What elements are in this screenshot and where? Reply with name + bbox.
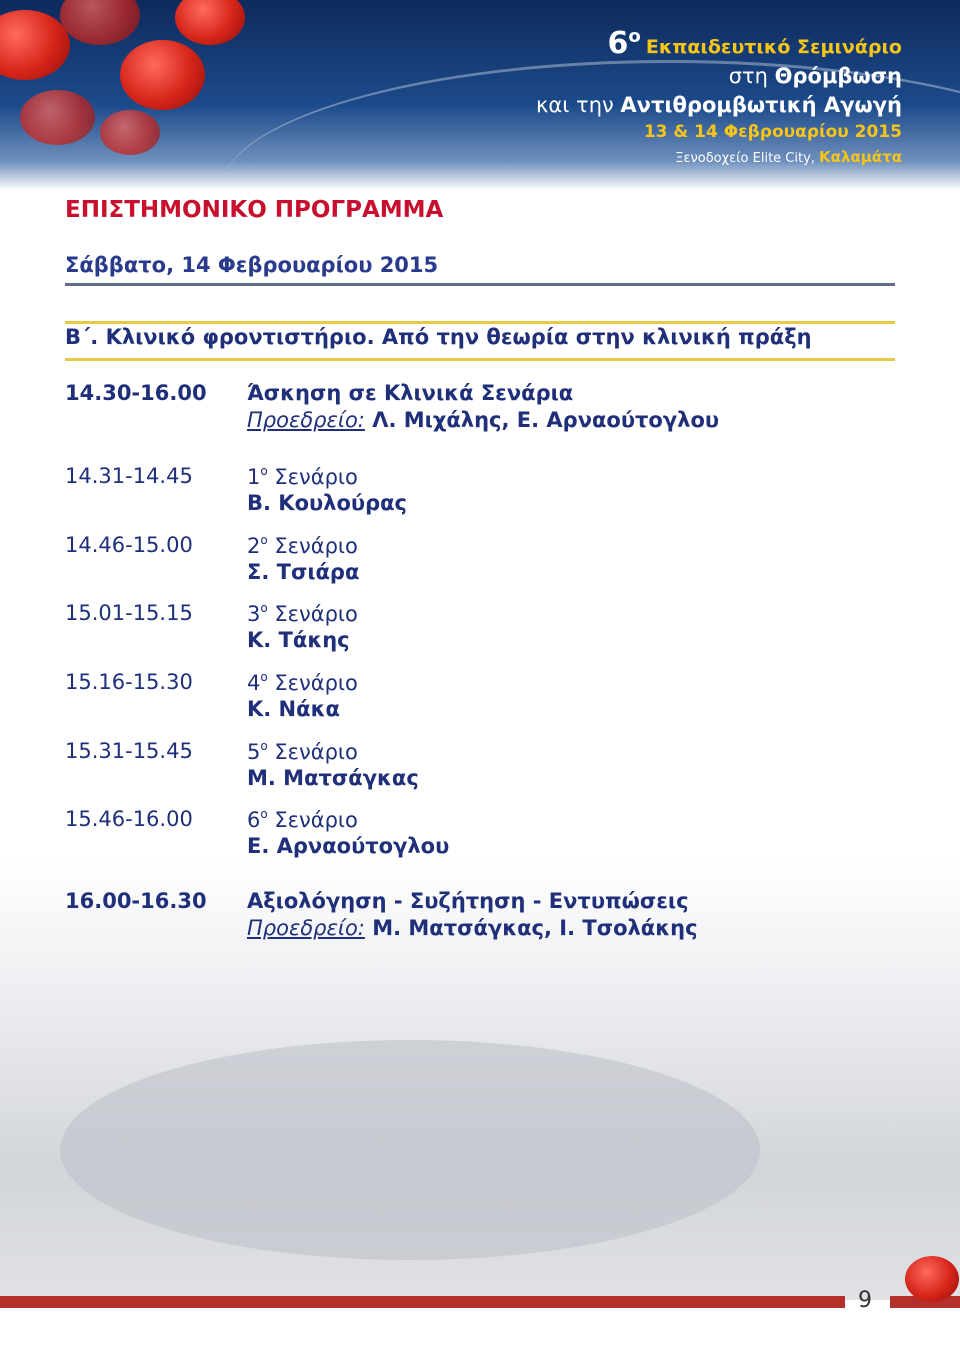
time-slot: 14.46-15.00 xyxy=(65,533,193,557)
time-slot: 15.31-15.45 xyxy=(65,739,193,763)
event-banner-text xyxy=(536,26,902,171)
speaker-name: Σ. Τσιάρα xyxy=(247,560,360,584)
chair-names: Μ. Ματσάγκας, Ι. Τσολάκης xyxy=(364,916,698,940)
edition-number: $6^o$ xyxy=(607,26,641,61)
time-slot: 15.46-16.00 xyxy=(65,807,193,831)
footer-bar xyxy=(0,1296,845,1308)
chair-names: Λ. Μιχάλης, Ε. Αρναούτογλου xyxy=(364,408,720,432)
divider xyxy=(65,358,895,361)
time-slot: 15.01-15.15 xyxy=(65,601,193,625)
speaker-name: Β. Κουλούρας xyxy=(247,491,407,515)
speaker-name: Ε. Αρναούτογλου xyxy=(247,834,450,858)
banner-dates: 13 & 14 Φεβρουαρίου 2015 xyxy=(643,122,902,142)
scenario-title: $5^o$ Σενάριο xyxy=(247,739,358,764)
blood-cell-decoration xyxy=(905,1256,959,1302)
scenario-title: $1^o$ Σενάριο xyxy=(247,464,358,489)
header-banner xyxy=(0,0,960,190)
divider xyxy=(65,283,895,286)
speaker-name: Κ. Τάκης xyxy=(247,628,350,652)
banner-venue: Ξενοδοχείο Elite City, Καλαμάτα xyxy=(675,148,902,166)
chair-line xyxy=(247,408,719,432)
chair-label: Προεδρείο: xyxy=(247,408,365,432)
page-title: ΕΠΙΣΤΗΜΟΝΙΚΟ ΠΡΟΓΡΑΜΜΑ xyxy=(65,197,444,223)
banner-line2: στη Θρόμβωση xyxy=(728,64,902,88)
time-slot: 15.16-15.30 xyxy=(65,670,193,694)
scenario-title: $2^o$ Σενάριο xyxy=(247,533,358,558)
block-title: Άσκηση σε Κλινικά Σενάρια xyxy=(247,381,574,405)
banner-line3: και την Αντιθρομβωτική Αγωγή xyxy=(536,93,902,117)
banner-title-row xyxy=(536,26,902,61)
speaker-name: Μ. Ματσάγκας xyxy=(247,766,419,790)
chair-line xyxy=(247,916,698,940)
chair-label: Προεδρείο: xyxy=(247,916,365,940)
session-heading: Β΄. Κλινικό φροντιστήριο. Από την θεωρία στην κλινική πράξη xyxy=(65,325,812,349)
time-slot: 14.30-16.00 xyxy=(65,381,207,405)
banner-line1: Εκπαιδευτικό Σεμινάριο xyxy=(645,36,902,58)
time-slot: 14.31-14.45 xyxy=(65,464,193,488)
day-heading: Σάββατο, 14 Φεβρουαρίου 2015 xyxy=(65,253,439,277)
page-number: 9 xyxy=(858,1288,872,1313)
time-slot: 16.00-16.30 xyxy=(65,889,207,913)
scenario-title: $3^o$ Σενάριο xyxy=(247,601,358,626)
block-title: Αξιολόγηση - Συζήτηση - Εντυπώσεις xyxy=(247,889,689,913)
speaker-name: Κ. Νάκα xyxy=(247,697,340,721)
scenario-title: $6^o$ Σενάριο xyxy=(247,807,358,832)
divider xyxy=(65,321,895,324)
blood-cells-image xyxy=(0,0,260,190)
scenario-title: $4^o$ Σενάριο xyxy=(247,670,358,695)
